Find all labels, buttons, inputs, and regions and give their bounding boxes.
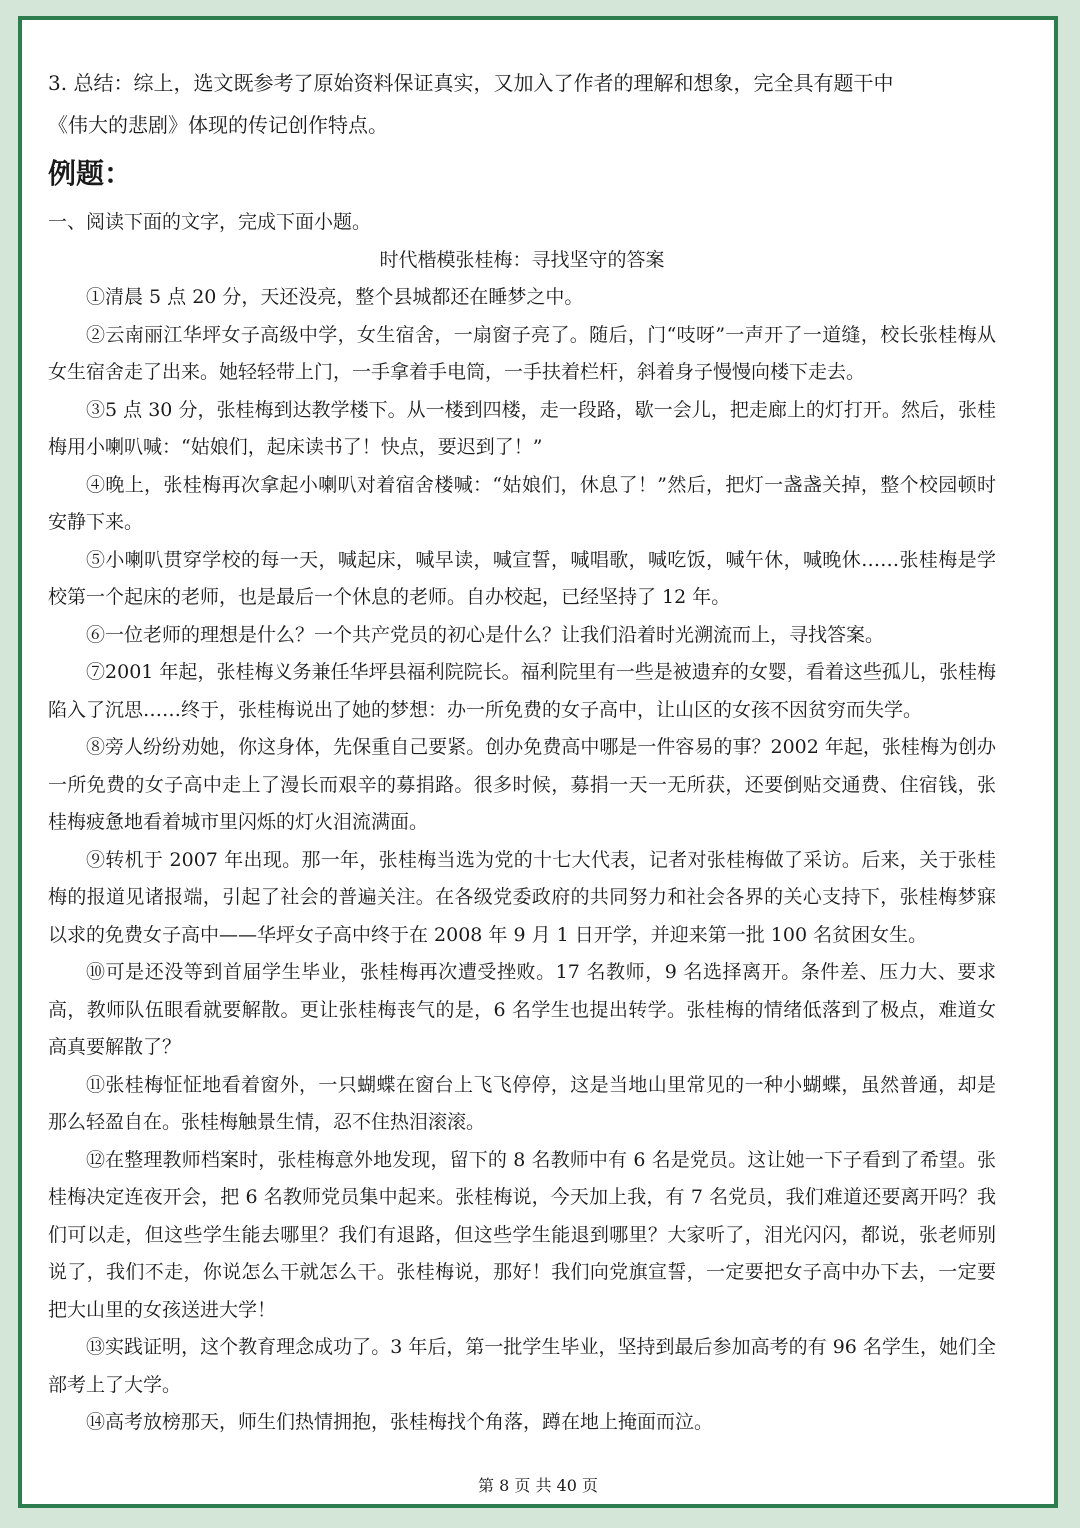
paragraph-2: ②云南丽江华坪女子高级中学，女生宿舍，一扇窗子亮了。随后，门“吱呀”一声开了一道缝，校长张桂梅从女生宿舍走了出来。她轻轻带上门，一手拿着手电筒，一手扶着栏杆，斜着身子慢慢向楼下走去。 [48,323,996,383]
paragraph-5: ⑤小喇叭贯穿学校的每一天，喊起床，喊早读，喊宣誓，喊唱歌，喊吃饭，喊午休，喊晚休……张桂梅是学校第一个起床的老师，也是最后一个休息的老师。自办校起，已经坚持了 12 年。 [48,548,996,608]
document-page [48,62,996,1442]
question-intro: 一、阅读下面的文字，完成下面小题。 [48,211,372,233]
paragraph-1: ①清晨 5 点 20 分，天还没亮，整个县城都还在睡梦之中。 [86,286,584,308]
paragraph-10: ⑩可是还没等到首届学生毕业，张桂梅再次遭受挫败。17 名教师，9 名选择离开。条件差、压力大、要求高，教师队伍眼看就要解散。更让张桂梅丧气的是，6 名学生也提出转学。张桂梅的情绪低落到了极点，难道女高真要解散了？ [48,961,996,1058]
paragraph-9: ⑨转机于 2007 年出现。那一年，张桂梅当选为党的十七大代表，记者对张桂梅做了采访。后来，关于张桂梅的报道见诸报端，引起了社会的普遍关注。在各级党委政府的共同努力和社会各界的关心支持下，张桂梅梦寐以求的免费女子高中——华坪女子高中终于在 2008 年 9 月 1 日开学，并迎来第一批 100 名贫困女生。 [48,848,996,946]
page-number: 第 8 页 共 40 页 [478,1476,598,1495]
summary-line-2: 《伟大的悲剧》体现的传记创作特点。 [48,113,388,137]
paragraph-11: ⑪张桂梅怔怔地看着窗外，一只蝴蝶在窗台上飞飞停停，这是当地山里常见的一种小蝴蝶，虽然普通，却是那么轻盈自在。张桂梅触景生情，忍不住热泪滚滚。 [48,1073,996,1133]
paragraph-7: ⑦2001 年起，张桂梅义务兼任华坪县福利院院长。福利院里有一些是被遗弃的女婴，看着这些孤儿，张桂梅陷入了沉思……终于，张桂梅说出了她的梦想：办一所免费的女子高中，让山区的女孩不因贫穷而失学。 [48,661,996,721]
paragraph-13: ⑬实践证明，这个教育理念成功了。3 年后，第一批学生毕业，坚持到最后参加高考的有 96 名学生，她们全部考上了大学。 [48,1336,996,1396]
paragraph-8: ⑧旁人纷纷劝她，你这身体，先保重自己要紧。创办免费高中哪是一件容易的事？2002 年起，张桂梅为创办一所免费的女子高中走上了漫长而艰辛的募捐路。很多时候，募捐一天一无所获，还要倒贴交通费、住宿钱，张桂梅疲惫地看着城市里闪烁的灯火泪流满面。 [48,736,996,833]
paragraph-4: ④晚上，张桂梅再次拿起小喇叭对着宿舍楼喊：“姑娘们，休息了！”然后，把灯一盏盏关掉，整个校园顿时安静下来。 [48,473,996,533]
paragraph-6: ⑥一位老师的理想是什么？一个共产党员的初心是什么？让我们沿着时光溯流而上，寻找答案。 [86,623,885,646]
example-heading: 例题： [48,157,133,190]
article-title: 时代楷模张桂梅：寻找坚守的答案 [379,248,665,271]
paragraph-14: ⑭高考放榜那天，师生们热情拥抱，张桂梅找个角落，蹲在地上掩面而泣。 [86,1411,714,1433]
paragraph-12: ⑫在整理教师档案时，张桂梅意外地发现，留下的 8 名教师中有 6 名是党员。这让她一下子看到了希望。张桂梅决定连夜开会，把 6 名教师党员集中起来。张桂梅说，今天加上我，有 7 名党员，我们难道还要离开吗？我们可以走，但这些学生能去哪里？我们有退路，但这些学生能退到哪里？大家听了，泪光闪闪，都说，张老师别说了，我们不走，你说怎么干就怎么干。张桂梅说，那好！我们向党旗宣誓，一定要把女子高中办下去，一定要把大山里的女孩送进大学！ [48,1148,996,1321]
paragraph-3: ③5 点 30 分，张桂梅到达教学楼下。从一楼到四楼，走一段路，歇一会儿，把走廊上的灯打开。然后，张桂梅用小喇叭喊：“姑娘们，起床读书了！快点，要迟到了！” [48,398,996,458]
summary-line-1: 3. 总结：综上，选文既参考了原始资料保证真实，又加入了作者的理解和想象，完全具有题干中 [48,71,894,95]
